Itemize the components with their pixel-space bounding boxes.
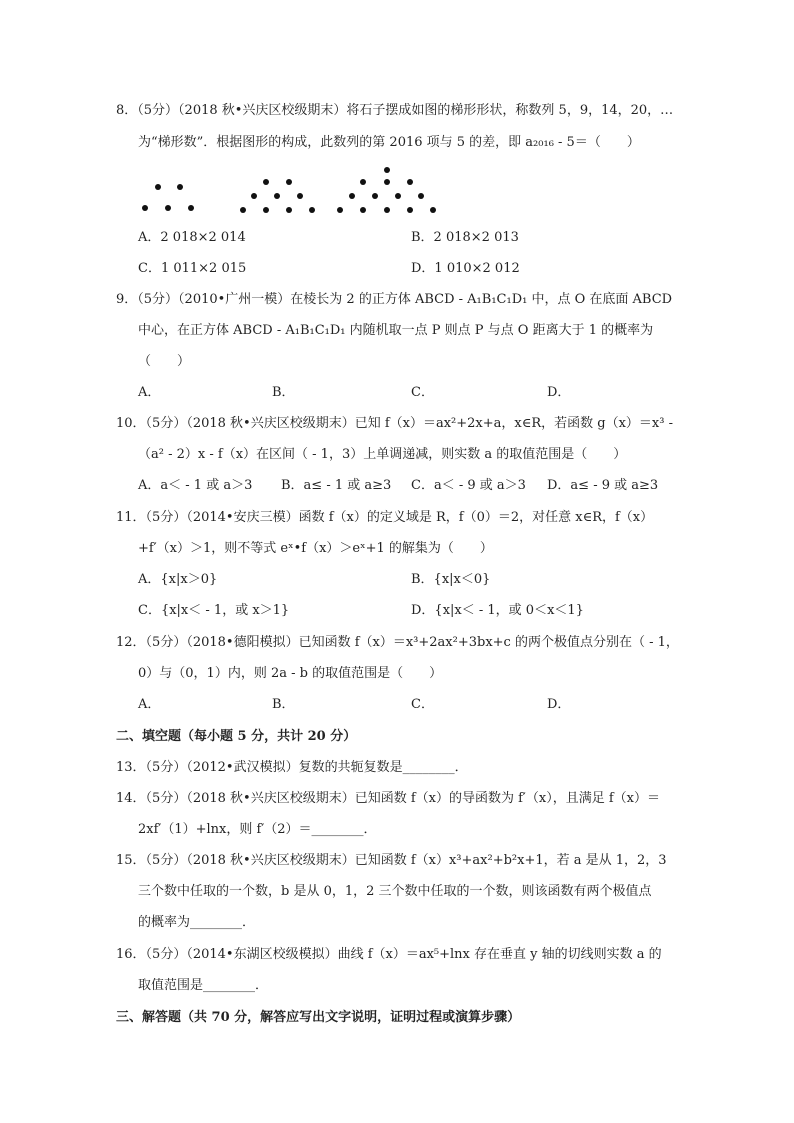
q9-line2: 中心，在正方体 ABCD - A₁B₁C₁D₁ 内随机取一点 P 则点 P 与点 O 距离大于 1 的概率为 — [138, 323, 654, 338]
q16-line2: 取值范围是________． — [138, 978, 269, 993]
q14-line1: 14．（5分）（2018 秋•兴庆区校级期末）已知函数 f（x）的导函数为 f′（x），且满足 f（x）＝ — [116, 791, 660, 806]
q10-option-a[interactable]: A．a＜ - 1 或 a＞3 — [138, 478, 253, 493]
stone-dot — [274, 193, 280, 199]
q10-line1: 10．（5分）（2018 秋•兴庆区校级期末）已知 f（x）＝ax²+2x+a，x∈R，若函数 g（x）＝x³ - — [116, 416, 674, 431]
section-answer-heading: 三、解答题（共 70 分，解答应写出文字说明，证明过程或演算步骤） — [116, 1010, 521, 1025]
q10-option-b[interactable]: B．a≤ - 1 或 a≥3 — [281, 478, 392, 493]
section-fill-in-heading: 二、填空题（每小题 5 分，共计 20 分） — [116, 729, 357, 744]
q9-line3: （ ） — [138, 354, 191, 369]
q13-line1: 13．（5分）（2012•武汉模拟）复数的共轭复数是________． — [116, 760, 468, 775]
q9-line1: 9．（5分）（2010•广州一模）在棱长为 2 的正方体 ABCD - A₁B₁C₁D₁ 中，点 O 在底面 ABCD — [116, 292, 673, 307]
q9-option-c[interactable]: C． — [411, 385, 434, 400]
q8-line1: 8．（5分）（2018 秋•兴庆区校级期末）将石子摆成如图的梯形形状，称数列 5，9，14，20，… — [116, 103, 674, 118]
q10-option-d[interactable]: D．a≤ - 9 或 a≥3 — [547, 478, 659, 493]
stone-dot — [297, 193, 303, 199]
q15-line1: 15．（5分）（2018 秋•兴庆区校级期末）已知函数 f（x）x³+ax²+b²x+1，若 a 是从 1，2，3 — [116, 853, 667, 868]
q12-option-d[interactable]: D． — [547, 697, 571, 712]
q10-option-c[interactable]: C．a＜ - 9 或 a＞3 — [411, 478, 526, 493]
stone-dot — [395, 193, 401, 199]
q9-option-d[interactable]: D． — [547, 385, 571, 400]
stone-dot — [430, 207, 436, 213]
stone-dot — [286, 179, 292, 185]
stone-dot — [407, 207, 413, 213]
q11-option-b[interactable]: B．{x|x＜0} — [411, 572, 491, 587]
q11-option-d[interactable]: D．{x|x＜ - 1，或 0＜x＜1} — [411, 603, 584, 618]
stone-dot — [188, 205, 194, 211]
stone-dot — [263, 207, 269, 213]
q8-option-a[interactable]: A．2 018×2 014 — [138, 230, 246, 245]
q15-line2: 三个数中任取的一个数，b 是从 0，1，2 三个数中任取的一个数，则该函数有两个极值点 — [138, 884, 652, 899]
stone-dot — [337, 207, 343, 213]
q9-option-a[interactable]: A． — [138, 385, 161, 400]
stone-dot — [309, 207, 315, 213]
stone-dot — [240, 207, 246, 213]
stone-dot — [372, 193, 378, 199]
stone-dot — [349, 193, 355, 199]
q11-line1: 11．（5分）（2014•安庆三模）函数 f（x）的定义域是 R，f（0）＝2，对任意 x∈R，f（x） — [116, 510, 654, 525]
q12-line1: 12．（5分）（2018•德阳模拟）已知函数 f（x）＝x³+2ax²+3bx+c 的两个极值点分别在（ - 1， — [116, 635, 679, 650]
stone-dot — [155, 184, 161, 190]
stone-dot — [384, 207, 390, 213]
q12-option-a[interactable]: A． — [138, 697, 161, 712]
q8-option-c[interactable]: C．1 011×2 015 — [138, 261, 247, 276]
stone-dot — [407, 179, 413, 185]
q9-option-b[interactable]: B． — [272, 385, 295, 400]
stone-dot — [142, 205, 148, 211]
q11-option-c[interactable]: C．{x|x＜ - 1，或 x＞1} — [138, 603, 290, 618]
stone-dot — [360, 179, 366, 185]
q8-option-b[interactable]: B．2 018×2 013 — [411, 230, 519, 245]
q8-line2: 为“梯形数”．根据图形的构成，此数列的第 2016 项与 5 的差，即 a₂₀₁₆ - 5＝（ ） — [138, 135, 640, 150]
stone-dot — [251, 193, 257, 199]
q8-option-d[interactable]: D．1 010×2 012 — [411, 261, 520, 276]
q11-option-a[interactable]: A．{x|x＞0} — [138, 572, 218, 587]
stone-dot — [384, 179, 390, 185]
q11-line2: +f′（x）＞1，则不等式 eˣ•f（x）＞eˣ+1 的解集为（ ） — [138, 541, 493, 556]
stone-dot — [263, 179, 269, 185]
q12-option-c[interactable]: C． — [411, 697, 434, 712]
stone-dot — [177, 184, 183, 190]
q10-line2: （a² - 2）x - f（x）在区间（ - 1，3）上单调递减，则实数 a 的取值范围是（ ） — [138, 447, 627, 462]
stone-dot — [418, 193, 424, 199]
stone-dot — [384, 167, 390, 173]
stone-dot — [286, 207, 292, 213]
q15-line3: 的概率为________． — [138, 915, 256, 930]
stone-dot — [360, 207, 366, 213]
stone-dot — [165, 205, 171, 211]
q14-line2: 2xf′（1）+lnx，则 f′（2）＝________． — [138, 822, 377, 837]
q16-line1: 16．（5分）（2014•东湖区校级模拟）曲线 f（x）＝ax⁵+lnx 存在垂直 y 轴的切线则实数 a 的 — [116, 947, 662, 962]
q12-line2: 0）与（0，1）内，则 2a - b 的取值范围是（ ） — [138, 666, 443, 681]
q12-option-b[interactable]: B． — [272, 697, 295, 712]
